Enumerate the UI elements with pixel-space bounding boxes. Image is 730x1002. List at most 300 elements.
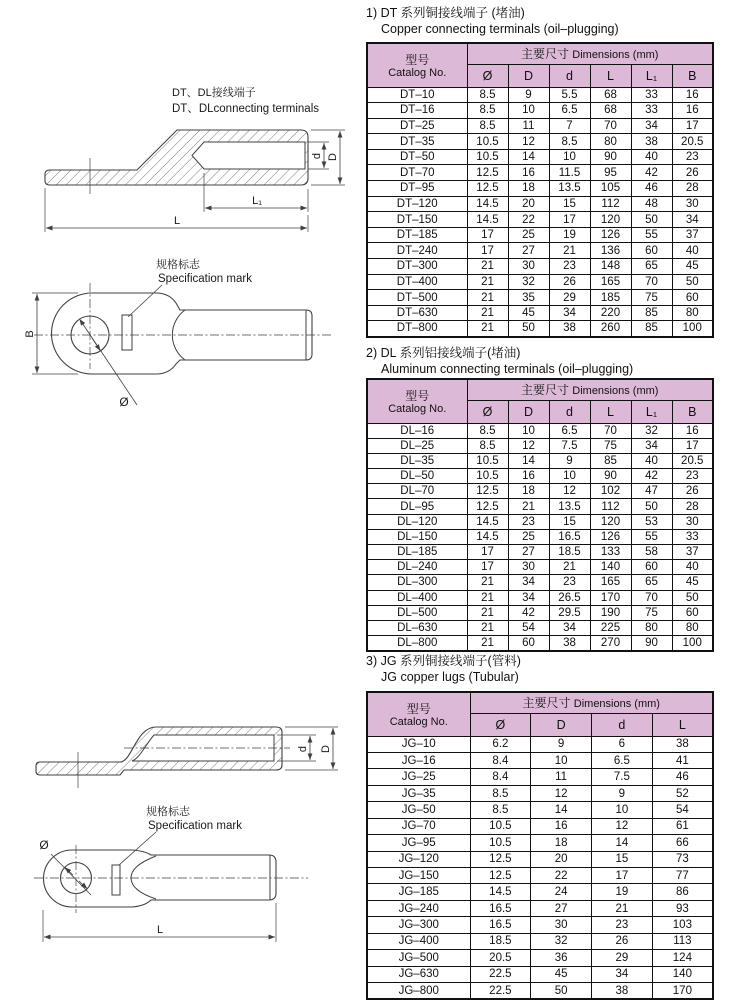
table-row [367,181,713,197]
dimension-cell: 40 [672,243,713,259]
dimension-cell: 35 [508,290,549,306]
dimension-cell: 38 [549,636,590,651]
dimension-cell: 93 [652,900,713,916]
dimension-cell: 33 [631,87,672,103]
dimension-cell: 42 [508,605,549,620]
dimensions-header [470,692,713,713]
dimension-cell: 45 [508,305,549,321]
dimension-cell: 21 [549,243,590,259]
dimension-cell: 15 [592,851,653,867]
table-row [367,438,713,453]
dimension-cell: 14 [508,453,549,468]
dimension-cell: 28 [672,181,713,197]
dim-label-dia: Ø [39,838,49,852]
dimension-cell: 34 [508,590,549,605]
dimension-cell: 21 [467,259,508,275]
dims-header-cn: 主要尺寸 [522,696,571,711]
dimension-cell: 37 [672,227,713,243]
dimension-cell: 40 [631,149,672,165]
catalog-no-cell: DL–500 [367,605,467,620]
section-title-dl-cn: 2) DL 系列铝接线端子(堵油) [366,346,521,360]
catalog-column-header [367,379,467,423]
dimension-cell: 140 [652,966,713,982]
dimension-cell: 70 [590,118,631,134]
dtdl-side-view-drawing [20,82,365,254]
table-row [367,900,713,916]
dimension-cell: 17 [672,438,713,453]
dimension-cell: 24 [531,884,592,900]
catalog-no-cell: DL–120 [367,514,467,529]
dimension-cell: 100 [672,321,713,337]
dimension-cell: 75 [631,605,672,620]
dimension-cell: 40 [631,453,672,468]
dimension-cell: 8.5 [470,802,531,818]
dim-label-D: D [327,153,339,161]
spec-mark-label-cn: 规格标志 [156,259,200,271]
dimension-cell: 50 [672,274,713,290]
dimension-cell: 32 [531,933,592,949]
dimension-cell: 7.5 [592,769,653,785]
catalog-no-cell: DT–185 [367,227,467,243]
dimension-cell: 55 [631,529,672,544]
dimension-cell: 20.5 [470,950,531,966]
dimension-cell: 102 [590,484,631,499]
table-row [367,529,713,544]
dimension-cell: 225 [590,620,631,635]
dimension-cell: 9 [592,785,653,801]
table-row [367,835,713,851]
dimension-cell: 105 [590,181,631,197]
dimension-cell: 8.5 [467,87,508,103]
dimension-cell: 60 [631,560,672,575]
dimension-cell: 112 [590,196,631,212]
dimension-cell: 185 [590,290,631,306]
dimension-cell: 21 [467,590,508,605]
dimension-cell: 60 [672,605,713,620]
dimension-cell: 19 [549,227,590,243]
table-row [367,785,713,801]
dimension-cell: 34 [549,305,590,321]
dimension-cell: 190 [590,605,631,620]
dimension-cell: 133 [590,545,631,560]
col-header-d: d [549,64,590,87]
dimension-cell: 23 [549,259,590,275]
dimension-cell: 165 [590,274,631,290]
dimension-cell: 66 [652,835,713,851]
spec-mark-rect [112,865,120,895]
dimension-cell: 38 [652,736,713,752]
dimension-cell: 65 [631,259,672,275]
table-row [367,802,713,818]
dimension-cell: 42 [631,165,672,181]
dimension-cell: 6 [592,736,653,752]
table-row [367,636,713,651]
dimension-cell: 23 [672,469,713,484]
dimension-cell: 14.5 [470,884,531,900]
dl-dimensions-table [366,378,714,652]
table-row [367,165,713,181]
dimension-cell: 6.5 [592,752,653,768]
table-row [367,227,713,243]
catalog-no-cell: DL–150 [367,529,467,544]
dimension-cell: 136 [590,243,631,259]
dimension-cell: 21 [467,620,508,635]
catalog-no-cell: DT–120 [367,196,467,212]
dimension-cell: 38 [631,134,672,150]
dt-dimensions-table [366,42,714,338]
dimension-cell: 75 [631,290,672,306]
dimension-cell: 28 [672,499,713,514]
dimension-cell: 10.5 [470,818,531,834]
dimension-cell: 17 [467,560,508,575]
dia-leader-arrow [79,881,87,889]
dimension-cell: 42 [631,469,672,484]
dimension-cell: 48 [631,196,672,212]
jg-top-view-drawing [20,805,360,960]
catalog-no-cell: DL–800 [367,636,467,651]
section-title-dl [366,346,633,377]
dimension-cell: 14 [592,835,653,851]
dimension-cell: 10 [549,149,590,165]
dimension-cell: 70 [631,274,672,290]
dimension-cell: 20 [508,196,549,212]
dims-header-cn: 主要尺寸 [521,383,570,398]
dimension-cell: 85 [631,305,672,321]
dimension-cell: 10 [531,752,592,768]
catalog-no-cell: JG–35 [367,785,470,801]
dims-header-en: Dimensions (mm) [572,385,659,398]
dimension-cell: 23 [592,917,653,933]
table-row [367,259,713,275]
dia-leader-arrow [92,338,100,351]
dimension-cell: 11 [508,118,549,134]
catalog-no-cell: JG–25 [367,769,470,785]
dimension-cell: 27 [531,900,592,916]
table-row [367,933,713,949]
dtdl-label-en: DT、DLconnecting terminals [172,103,320,115]
dimension-cell: 45 [672,575,713,590]
catalog-no-cell: DL–95 [367,499,467,514]
dim-label-dia: Ø [119,395,129,409]
col-header-B: B [672,400,713,423]
table-row [367,243,713,259]
dim-label-D: D [320,745,332,753]
dimension-cell: 21 [467,321,508,337]
dimension-cell: 14.5 [467,514,508,529]
dim-label-L1: L₁ [252,195,262,207]
dimension-cell: 38 [549,321,590,337]
dimension-cell: 18.5 [549,545,590,560]
dimension-cell: 34 [631,118,672,134]
dimension-cell: 5.5 [549,87,590,103]
dimension-cell: 29.5 [549,605,590,620]
table-row [367,149,713,165]
table-row [367,499,713,514]
dimension-cell: 27 [508,243,549,259]
dimension-cell: 16 [531,818,592,834]
catalog-no-cell: JG–150 [367,868,470,884]
dimension-cell: 25 [508,227,549,243]
section-title-dt-en: Copper connecting terminals (oil–plugging) [381,21,619,36]
dimension-cell: 18 [531,835,592,851]
dimension-cell: 20.5 [672,134,713,150]
spec-mark-label-cn: 规格标志 [146,806,190,818]
dimension-cell: 6.5 [549,423,590,438]
dimension-cell: 47 [631,484,672,499]
col-header-dia: Ø [470,713,531,736]
catalog-header-en: Catalog No. [388,67,447,80]
dimension-cell: 8.4 [470,752,531,768]
dimension-cell: 38 [592,983,653,999]
catalog-no-cell: DT–800 [367,321,467,337]
dimension-cell: 19 [592,884,653,900]
col-header-L: L [652,713,713,736]
dimension-cell: 60 [508,636,549,651]
dimension-cell: 32 [508,274,549,290]
dimension-cell: 21 [592,900,653,916]
dimension-cell: 124 [652,950,713,966]
dimension-cell: 55 [631,227,672,243]
dimension-cell: 68 [590,87,631,103]
catalog-no-cell: DT–16 [367,103,467,119]
dimension-cell: 12 [508,134,549,150]
dimension-cell: 13.5 [549,499,590,514]
dimension-cell: 26.5 [549,590,590,605]
catalog-no-cell: JG–70 [367,818,470,834]
catalog-no-cell: JG–400 [367,933,470,949]
table-row [367,196,713,212]
dimension-cell: 18 [508,484,549,499]
dimension-cell: 30 [672,196,713,212]
dimension-cell: 11.5 [549,165,590,181]
dimension-cell: 32 [631,423,672,438]
dimension-cell: 14 [508,149,549,165]
dimension-cell: 10 [592,802,653,818]
col-header-D: D [508,64,549,87]
table-row [367,966,713,982]
table-row [367,769,713,785]
dimension-cell: 75 [590,438,631,453]
dimension-cell: 58 [631,545,672,560]
dimension-cell: 7 [549,118,590,134]
dimension-cell: 12 [592,818,653,834]
dimension-cell: 21 [467,605,508,620]
col-header-d: d [549,400,590,423]
dimension-cell: 34 [631,438,672,453]
dimension-cell: 13.5 [549,181,590,197]
catalog-no-cell: DL–35 [367,453,467,468]
dimension-cell: 120 [590,514,631,529]
dimension-cell: 22 [531,868,592,884]
dimension-cell: 126 [590,227,631,243]
dimension-cell: 37 [672,545,713,560]
dimension-cell: 140 [590,560,631,575]
dim-label-d: d [297,745,309,753]
col-header-B: B [672,64,713,87]
dimension-cell: 10.5 [467,469,508,484]
table-row [367,620,713,635]
catalog-no-cell: DT–630 [367,305,467,321]
dim-label-B: B [24,330,36,338]
dimension-cell: 16 [672,423,713,438]
dimension-cell: 100 [672,636,713,651]
dimension-cell: 9 [549,453,590,468]
table-row [367,423,713,438]
dimension-cell: 29 [549,290,590,306]
table-row [367,321,713,337]
dimension-cell: 21 [467,305,508,321]
dims-header-cn: 主要尺寸 [521,47,570,62]
dimension-cell: 46 [631,181,672,197]
dimension-cell: 17 [467,243,508,259]
dimension-cell: 8.4 [470,769,531,785]
dimension-cell: 18 [508,181,549,197]
dimension-cell: 90 [631,636,672,651]
dimension-cell: 18.5 [470,933,531,949]
dimension-cell: 90 [590,469,631,484]
dimension-cell: 14 [531,802,592,818]
dimension-cell: 148 [590,259,631,275]
dimension-cell: 80 [631,620,672,635]
dimension-cell: 17 [672,118,713,134]
dimension-cell: 16.5 [470,900,531,916]
catalog-no-cell: DT–10 [367,87,467,103]
dimension-cell: 12 [549,484,590,499]
catalog-header-en: Catalog No. [389,716,448,729]
catalog-no-cell: DL–50 [367,469,467,484]
dim-label-L: L [156,924,164,936]
catalog-no-cell: DT–300 [367,259,467,275]
dimension-cell: 10 [549,469,590,484]
dimension-cell: 9 [508,87,549,103]
dimension-cell: 112 [590,499,631,514]
dimension-cell: 10.5 [470,835,531,851]
section-title-dt-cn: 1) DT 系列铜接线端子 (堵油) [366,6,525,20]
lug-outline [44,850,276,907]
dimension-cell: 6.5 [549,103,590,119]
catalog-no-cell: DT–25 [367,118,467,134]
table-row [367,983,713,999]
dimension-cell: 22.5 [470,966,531,982]
table-row [367,290,713,306]
catalog-no-cell: JG–240 [367,900,470,916]
dims-header-en: Dimensions (mm) [572,49,659,62]
dimension-cell: 170 [590,590,631,605]
dimension-cell: 27 [508,545,549,560]
dimension-cell: 30 [508,560,549,575]
table-row [367,851,713,867]
catalog-no-cell: DT–70 [367,165,467,181]
catalog-no-cell: JG–630 [367,966,470,982]
dimension-cell: 26 [592,933,653,949]
dtdl-label-cn: DT、DL接线端子 [172,87,256,99]
dimension-cell: 29 [592,950,653,966]
table-row [367,274,713,290]
dimension-cell: 17 [467,545,508,560]
dimension-cell: 12.5 [470,851,531,867]
dimension-cell: 7.5 [549,438,590,453]
dimension-cell: 21 [508,499,549,514]
dimension-cell: 260 [590,321,631,337]
spec-leader-line [128,285,162,317]
dimension-cell: 30 [508,259,549,275]
catalog-no-cell: DT–400 [367,274,467,290]
dimension-cell: 85 [590,453,631,468]
dimension-cell: 14.5 [467,212,508,228]
catalog-no-cell: JG–800 [367,983,470,999]
dims-header-en: Dimensions (mm) [573,698,660,711]
dia-leader-arrow [65,867,73,875]
dimension-cell: 16 [508,469,549,484]
dimension-cell: 15 [549,196,590,212]
catalog-column-header [367,43,467,87]
dimension-cell: 10.5 [467,134,508,150]
lug-outline [52,293,313,374]
dimension-cell: 10 [508,423,549,438]
dimension-cell: 12.5 [467,484,508,499]
dimension-cell: 8.5 [467,103,508,119]
dimension-cell: 34 [672,212,713,228]
section-title-dl-en: Aluminum connecting terminals (oil–plugging) [381,361,634,376]
col-header-d: d [592,713,653,736]
dimension-cell: 126 [590,529,631,544]
catalog-no-cell: JG–120 [367,851,470,867]
dimension-cell: 30 [531,917,592,933]
dimension-cell: 10.5 [467,453,508,468]
dimension-cell: 23 [672,149,713,165]
dimension-cell: 90 [590,149,631,165]
table-row [367,818,713,834]
dimension-cell: 14.5 [467,529,508,544]
dimension-cell: 46 [652,769,713,785]
dimension-cell: 10 [508,103,549,119]
col-header-L: L [590,64,631,87]
catalog-no-cell: DL–70 [367,484,467,499]
catalog-no-cell: JG–95 [367,835,470,851]
dimension-cell: 77 [652,868,713,884]
catalog-no-cell: DT–240 [367,243,467,259]
dimension-cell: 54 [508,620,549,635]
dimension-cell: 50 [631,499,672,514]
catalog-no-cell: DL–630 [367,620,467,635]
dimension-cell: 34 [508,575,549,590]
dimension-cell: 12 [531,785,592,801]
dimension-cell: 26 [672,484,713,499]
dimension-cell: 17 [467,227,508,243]
dimension-cell: 80 [672,620,713,635]
catalog-no-cell: JG–500 [367,950,470,966]
table-row [367,87,713,103]
table-row [367,917,713,933]
table-row [367,560,713,575]
table-row [367,575,713,590]
table-row [367,605,713,620]
table-row [367,868,713,884]
dimension-cell: 61 [652,818,713,834]
dimension-cell: 21 [467,274,508,290]
catalog-column-header [367,692,470,736]
dimension-cell: 165 [590,575,631,590]
col-header-dia: Ø [467,400,508,423]
dimension-cell: 80 [590,134,631,150]
catalog-header-en: Catalog No. [388,403,447,416]
dimension-cell: 8.5 [470,785,531,801]
section-title-jg [366,654,521,685]
table-row [367,514,713,529]
barrel-flare-arc [131,856,156,899]
dimension-cell: 70 [590,423,631,438]
section-title-jg-cn: 3) JG 系列铜接线端子(管料) [366,654,521,668]
